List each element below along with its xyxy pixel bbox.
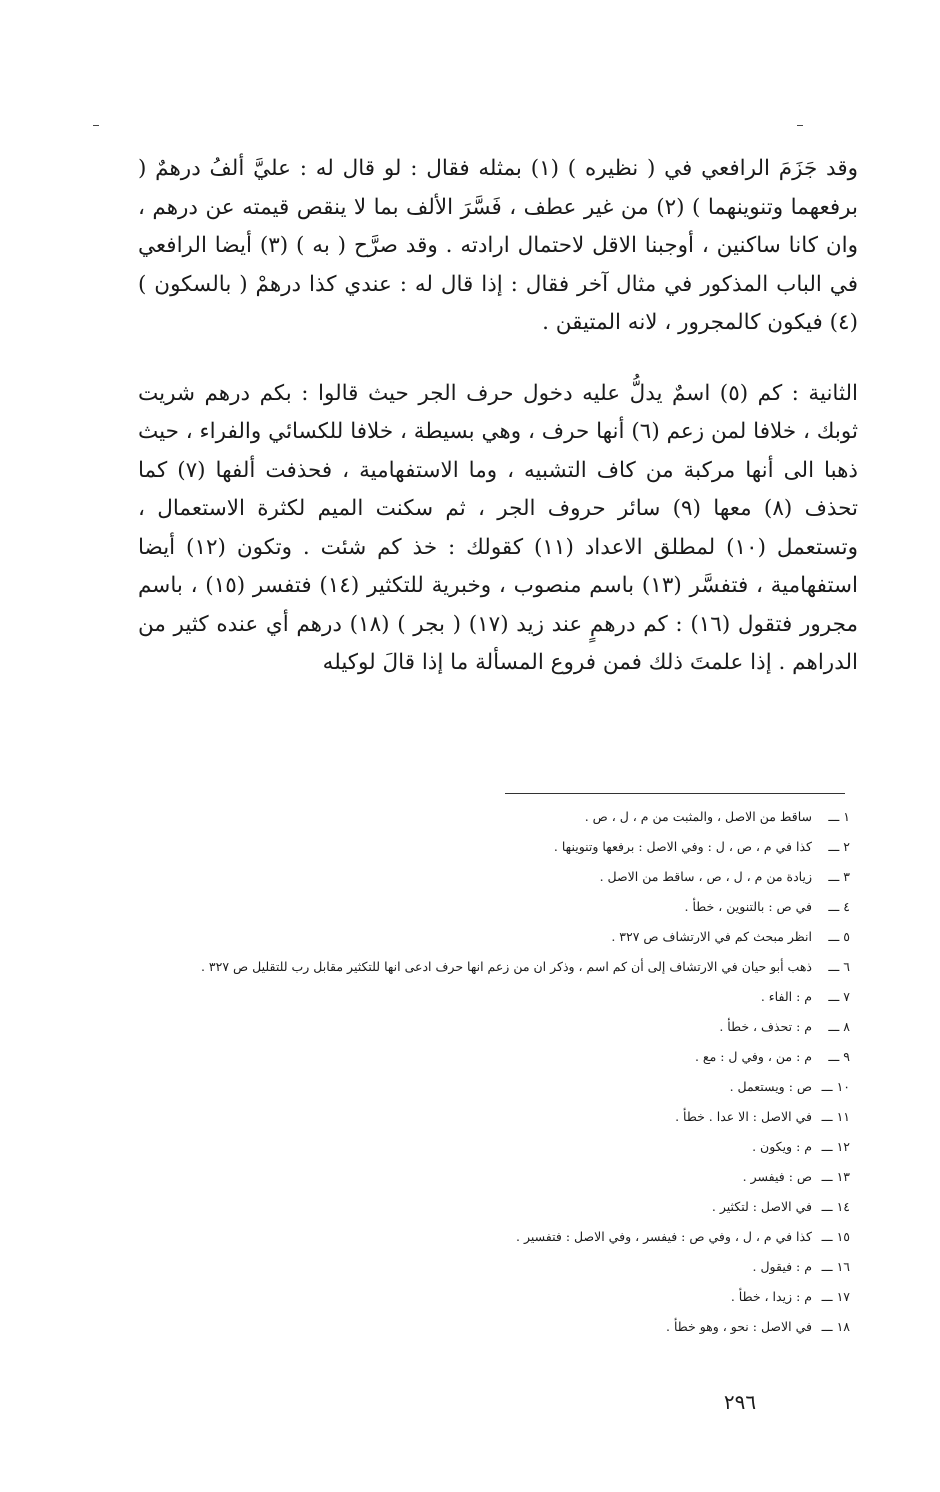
footnote-text: كذا في م ، ص ، ل : وفي الاصل : برفعها وتنوينها .: [553, 839, 812, 854]
footnote-text: م : فيقول .: [752, 1259, 812, 1274]
footnote-text: م : ويكون .: [752, 1139, 812, 1154]
footnote: [100, 1167, 850, 1187]
footnote-number: ١٨ ـــ: [821, 1319, 850, 1334]
margin-mark-right: [797, 125, 803, 126]
footnote: [100, 1257, 850, 1277]
footnote-number: ٦ ـــ: [828, 959, 850, 974]
paragraph-1: وقد جَزَمَ الرافعي في ( نظيره ) (١) بمثله فقال : لو قال له : عليَّ ألفُ درهمٌ ( برفعهما وتنوينهما ) (٢) من غير عطف ، فَسَّرَ الألف بما لا ينقص قيمته عن درهم ، وان كانا ساكنين ، أوجبنا الاقل لاحتمال ارادته . وقد صرَّح ( به ) (٣) أيضا الرافعي في الباب المذكور في مثال آخر فقال : إذا قال له : عندي كذا درهمْ ( بالسكون ) (٤) فيكون كالمجرور ، لانه المتيقن .: [138, 156, 859, 335]
footnote-number: ٧ ـــ: [828, 989, 850, 1004]
footnote-number: ١٢ ـــ: [821, 1139, 850, 1154]
footnote: [100, 1227, 850, 1247]
footnote-text: ساقط من الاصل ، والمثبت من م ، ل ، ص .: [584, 809, 812, 824]
footnote-text: م : زيدا ، خطأ .: [730, 1289, 812, 1304]
footnote: [100, 927, 850, 947]
footnote: [100, 1077, 850, 1097]
footnote-text: ص : ويستعمل .: [729, 1079, 812, 1094]
footnote: [100, 1287, 850, 1307]
footnote: [100, 1107, 850, 1127]
footnote-text: م : تحذف ، خطأ .: [719, 1019, 812, 1034]
footnote-number: ١١ ـــ: [821, 1109, 850, 1124]
footnote: [100, 1017, 850, 1037]
footnote: [100, 897, 850, 917]
footnote: [100, 837, 850, 857]
footnotes: [100, 807, 850, 1347]
footnote-number: ٢ ـــ: [828, 839, 850, 854]
footnote-text: في الاصل : الا عدا . خطأ .: [675, 1109, 812, 1124]
footnote-number: ٤ ـــ: [828, 899, 850, 914]
footnote-number: ٥ ـــ: [828, 929, 850, 944]
footnote-separator: [505, 793, 845, 794]
footnote-number: ١٣ ـــ: [821, 1169, 850, 1184]
footnote: [100, 1137, 850, 1157]
footnote-number: ١٥ ـــ: [821, 1229, 850, 1244]
footnote-text: انظر مبحث كم في الارتشاف ص ٣٢٧ .: [611, 929, 812, 944]
footnote-text: ص : فيفسر .: [742, 1169, 812, 1184]
footnote: [100, 807, 850, 827]
footnote-number: ١٠ ـــ: [821, 1079, 850, 1094]
footnote-number: ١٤ ـــ: [821, 1199, 850, 1214]
footnote: [100, 1197, 850, 1217]
footnote-text: في الاصل : نحو ، وهو خطأ .: [666, 1319, 812, 1334]
footnote: [100, 957, 850, 977]
footnote-text: كذا في م ، ل ، وفي ص : فيفسر ، وفي الاصل : فتفسير .: [516, 1229, 812, 1244]
footnote-number: ١٧ ـــ: [821, 1289, 850, 1304]
footnote-text: م : من ، وفي ل : مع .: [694, 1049, 812, 1064]
footnote-number: ١٦ ـــ: [821, 1259, 850, 1274]
footnote-text: م : الفاء .: [760, 989, 812, 1004]
footnote-number: ٣ ـــ: [828, 869, 850, 884]
footnote-text: في ص : بالتنوين ، خطأ .: [684, 899, 812, 914]
footnote-text: ذهب أبو حيان في الارتشاف إلى أن كم اسم ، وذكر ان من زعم انها حرف ادعى انها للتكثير مقابل رب للتقليل ص ٣٢٧ .: [200, 959, 812, 974]
footnote: [100, 987, 850, 1007]
footnote: [100, 867, 850, 887]
paragraph-2: الثانية : كم (٥) اسمٌ يدلُّ عليه دخول حرف الجر حيث قالوا : بكم درهم شريت ثوبك ، خلافا لمن زعم (٦) أنها حرف ، وهي بسيطة ، خلافا للكسائي والفراء ، حيث ذهبا الى أنها مركبة من كاف التشبيه ، وما الاستفهامية ، فحذفت ألفها (٧) كما تحذف (٨) معها (٩) سائر حروف الجر ، ثم سكنت الميم لكثرة الاستعمال ، وتستعمل (١٠) لمطلق الاعداد (١١) كقولك : خذ كم شئت . وتكون (١٢) أيضا استفهامية ، فتفسَّر (١٣) باسم منصوب ، وخبرية للتكثير (١٤) فتفسر (١٥) ، باسم مجرور فتقول (١٦) : كم درهمٍ عند زيد (١٧) ( بجر ) (١٨) درهم أي عنده كثير من الدراهم . إذا علمتَ ذلك فمن فروع المسألة ما إذا قالَ لوكيله: [138, 380, 859, 675]
footnote-text: في الاصل : لتكثير .: [711, 1199, 812, 1214]
footnote: [100, 1317, 850, 1337]
footnote: [100, 1047, 850, 1067]
margin-mark-left: [93, 125, 99, 126]
main-text: [138, 150, 858, 683]
page-number: ٢٩٦: [723, 1390, 757, 1414]
footnote-number: ١ ـــ: [828, 809, 850, 824]
footnote-text: زيادة من م ، ل ، ص ، ساقط من الاصل .: [599, 869, 812, 884]
footnote-number: ٩ ـــ: [828, 1049, 850, 1064]
footnote-number: ٨ ـــ: [828, 1019, 850, 1034]
